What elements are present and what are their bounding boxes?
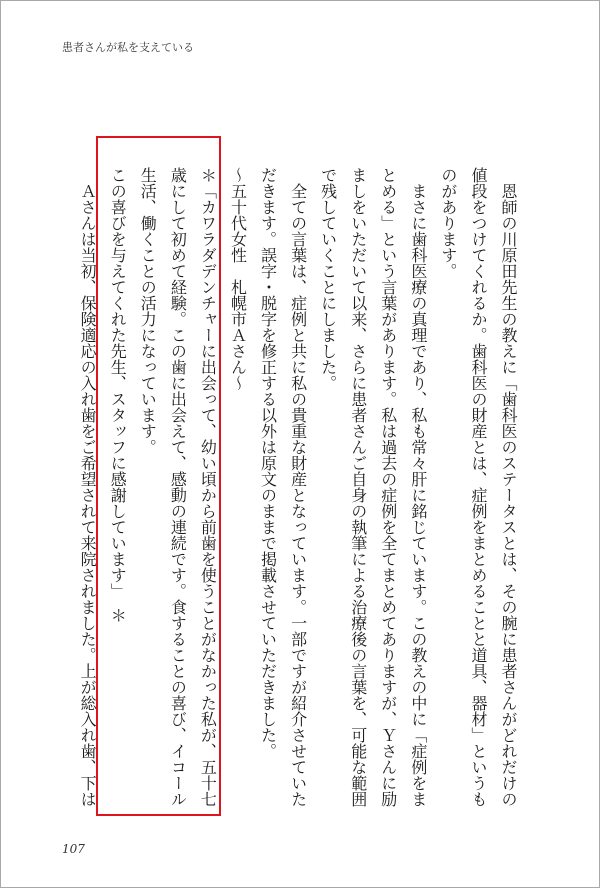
text-column: だきます。誤字・脱字を修正する以外は原文のままで掲載させていただきました。	[258, 167, 278, 759]
testimonial-heading: ～五十代女性 札幌市Ａさん～	[228, 167, 248, 391]
text-column: 値段をつけてくれるか。歯科医の財産とは、症例をまとめることと道具、器材」というも	[468, 167, 488, 807]
text-column: ましをいただいて以来、さらに患者さんご自身の執筆による治療後の言葉を、可能な範囲	[348, 167, 368, 807]
testimonial-text-column: この喜びを与えてくれた先生、スタッフに感謝しています」 ＊	[108, 167, 128, 623]
text-column: 全ての言葉は、症例と共に私の貴重な財産となっています。一部ですが紹介させていた	[288, 183, 308, 807]
text-column: Ａさんは当初、保険適応の入れ歯をご希望されて来院されました。上が総入れ歯、下は	[78, 183, 98, 807]
text-column: 恩師の川原田先生の教えに「歯科医のステータスとは、その腕に患者さんがどれだけの	[499, 183, 518, 807]
vertical-text-body	[71, 167, 523, 817]
text-column: のがあります。	[438, 167, 458, 279]
text-column: で残していくことにしました。	[318, 167, 338, 391]
testimonial-text-column: ＊「カワラダデンチャーに出会って、幼い頃から前歯を使うことがなかった私が、五十七	[198, 167, 218, 807]
testimonial-text-column: 生活、働くことの活力になっています。	[138, 167, 158, 455]
text-column: まさに歯科医療の真理であり、私も常々肝に銘じています。この教えの中に「症例をま	[408, 183, 428, 807]
page-number: 107	[62, 842, 85, 856]
testimonial-text-column: 歳にして初めて経験。この歯に出会えて、感動の連続です。食することの喜び、イコール	[168, 167, 188, 807]
text-column: とめる」という言葉があります。私は過去の症例を全てまとめてありますが、Ｙさんに励	[378, 167, 398, 807]
running-title: 患者さんが私を支えている	[62, 41, 194, 54]
